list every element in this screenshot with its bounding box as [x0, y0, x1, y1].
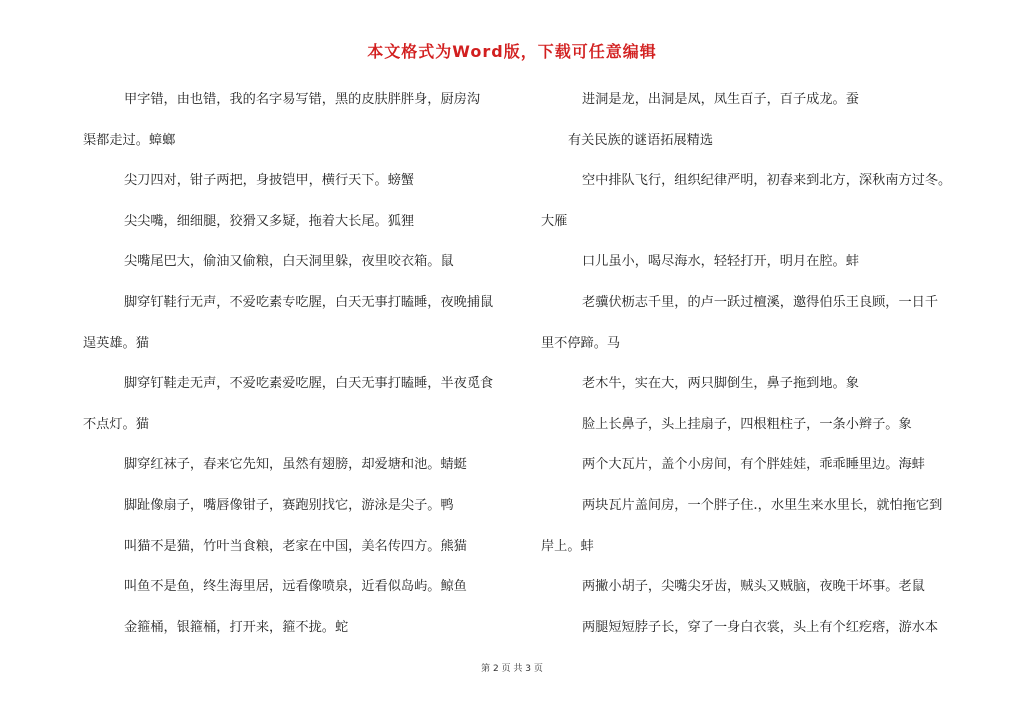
text-line: 脚穿钉鞋行无声，不爱吃素专吃腥，白天无事打瞌睡，夜晚捕鼠	[124, 294, 494, 310]
text-line: 进洞是龙，出洞是凤，凤生百子，百子成龙。蚕	[582, 92, 859, 107]
text-line: 叫猫不是猫，竹叶当食粮，老家在中国，美名传四方。熊猫	[124, 538, 467, 554]
right-column	[541, 80, 966, 648]
document-banner: 本文格式为Word版，下载可任意编辑	[367, 42, 657, 61]
text-line: 口儿虽小，喝尽海水，轻轻打开，明月在腔。蚌	[582, 254, 859, 270]
text-line: 老骥伏枥志千里，的卢一跃过檀溪，邀得伯乐王良顾，一日千	[582, 294, 939, 310]
text-line: 甲字错，由也错，我的名字易写错，黑的皮肤胖胖身，厨房沟	[124, 92, 481, 107]
text-line: 尖尖嘴，细细腿，狡猾又多疑，拖着大长尾。狐狸	[124, 213, 415, 229]
text-line: 空中排队飞行，组织纪律严明，初春来到北方，深秋南方过冬。	[582, 173, 952, 189]
text-line: 脚趾像扇子，嘴唇像钳子，赛跑别找它，游泳是尖子。鸭	[124, 497, 454, 513]
text-line: 尖嘴尾巴大，偷油又偷粮，白天洞里躲，夜里咬衣箱。鼠	[124, 254, 454, 270]
text-line: 两个大瓦片，盖个小房间，有个胖娃娃，乖乖睡里边。海蚌	[582, 457, 925, 473]
text-line: 两撇小胡子，尖嘴尖牙齿，贼头又贼脑，夜晚干坏事。老鼠	[582, 579, 925, 595]
page-footer: 第 2 页 共 3 页	[481, 664, 543, 674]
text-line: 两块瓦片盖间房，一个胖子住.，水里生来水里长，就怕拖它到	[582, 497, 943, 513]
text-line: 金箍桶，银箍桶，打开来，箍不拢。蛇	[124, 619, 349, 635]
text-line: 不点灯。猫	[83, 416, 149, 432]
text-line: 有关民族的谜语拓展精选	[568, 132, 714, 148]
text-line: 大雁	[541, 213, 568, 229]
left-column	[83, 80, 503, 648]
text-line: 两腿短短脖子长，穿了一身白衣裳，头上有个红疙瘩，游水本	[582, 619, 939, 635]
text-line: 脚穿钉鞋走无声，不爱吃素爱吃腥，白天无事打瞌睡，半夜觅食	[124, 376, 494, 392]
text-line: 老木牛，实在大，两只脚倒生，鼻子拖到地。象	[582, 376, 859, 392]
text-line: 尖刀四对，钳子两把，身披铠甲，横行天下。螃蟹	[124, 173, 415, 189]
text-line: 叫鱼不是鱼，终生海里居，远看像喷泉，近看似岛屿。鲸鱼	[124, 579, 467, 595]
text-line: 渠都走过。蟑螂	[83, 132, 176, 148]
text-line: 脸上长鼻子，头上挂扇子，四根粗柱子，一条小辫子。象	[582, 416, 912, 432]
text-line: 里不停蹄。马	[541, 335, 621, 351]
text-line: 脚穿红袜子，春来它先知，虽然有翅膀，却爱塘和池。蜻蜓	[124, 457, 467, 473]
text-line: 逞英雄。猫	[83, 335, 149, 351]
text-line: 岸上。蚌	[541, 538, 594, 554]
